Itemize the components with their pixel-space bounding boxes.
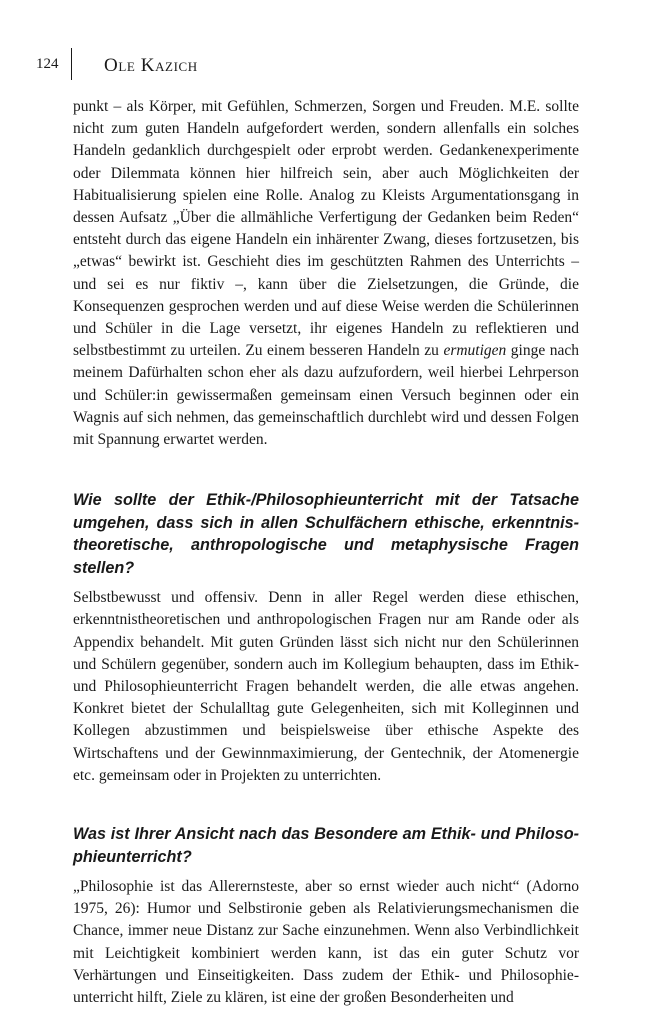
body-paragraph-1	[73, 96, 579, 451]
page-body	[73, 96, 579, 1009]
page-number: 124	[36, 56, 59, 72]
paragraph-text: ginge nach meinem Dafürhalten schon eher als dazu aufzufordern, weil hierbei Lehrperson und Schüler:in gewissermaßen gemeinsam einen Versuch beginnen oder ein Wagnis auf sich nehmen, das gemeinschaftlich durchlebt wird und dessen Folgen mit Spannung erwartet werden.	[73, 342, 579, 449]
running-head: Ole Kazich	[104, 55, 198, 76]
body-paragraph-2: Selbstbewusst und offensiv. Denn in aller Regel werden diese ethischen, erkenntnistheoretischen und anthropologischen Fragen nur am Rande oder als Appendix behandelt. Mit guten Gründen lässt sich nicht nur den Schülerinnen und Schülern gegenüber, sondern auch im Kollegium behaupten, dass im Ethik- und Philosophieunterricht Fragen behandelt werden, die alle etwas angehen. Konkret bietet der Schulalltag gute Gelegenheiten, sich mit Kolleginnen und Kollegen abzustimmen und beispielsweise über ethische Aspekte des Wirtschaftens und der Gewinnmaximierung, der Gentechnik, der Atomenergie etc. gemeinsam oder in Projekten zu unterrichten.	[73, 589, 579, 784]
question-heading-1: Wie sollte der Ethik-/Philosophieunterricht mit der Tatsache umgehen, dass sich in allen Schulfächern ethische, erkenntnistheoretische, anthropologische und metaphysische Fragen stellen?	[73, 491, 579, 577]
emphasis-text: ermutigen	[443, 342, 507, 360]
page-header	[0, 52, 650, 82]
header-divider	[71, 48, 72, 80]
paragraph-text: punkt – als Körper, mit Gefühlen, Schmerzen, Sorgen und Freuden. M.E. sollte nicht zum guten Handeln aufgefordert werden, sondern allenfalls ein solches Handeln gedanklich durchgespielt oder erprobt werden. Gedankenexperimente oder Dilemmata können hier hilfreich sein, aber auch Möglichkeiten der Habitualisierung spielen eine Rolle. Analog zu Kleists Argumentationsgang in dessen Aufsatz „Über die allmähliche Verfertigung der Gedanken beim Reden“ entsteht durch das eigene Handeln ein inhärenter Zwang, dieses fortzusetzen, bis „etwas“ bewirkt ist. Geschieht dies im geschützten Rahmen des Unterrichts – und sei es nur fiktiv –, kann über die Zielsetzungen, die Gründe, die Konsequenzen gesprochen werden und auf diese Weise werden die Schülerinnen und Schüler in die Lage versetzt, ihr eigenes Handeln zu reflektieren und selbstbestimmt zu urteilen. Zu einem besseren Handeln zu	[73, 98, 579, 360]
question-heading-2: Was ist Ihrer Ansicht nach das Besondere am Ethik- und Philosophieunterricht?	[73, 825, 579, 866]
body-paragraph-3: „Philosophie ist das Allerernsteste, aber so ernst wieder auch nicht“ (Adorno 1975, 26): Humor und Selbstironie geben als Relativierungsmechanismen die Chance, immer neue Distanz zur Sache einzunehmen. Wenn also Verbindlichkeit mit Leichtigkeit kombiniert werden kann, ist das ein guter Schutz vor Verhärtungen und Einseitigkeiten. Dass zudem der Ethik- und Philosophieunterricht hilft, Ziele zu klären, ist eine der großen Besonderheiten und	[73, 878, 579, 1007]
